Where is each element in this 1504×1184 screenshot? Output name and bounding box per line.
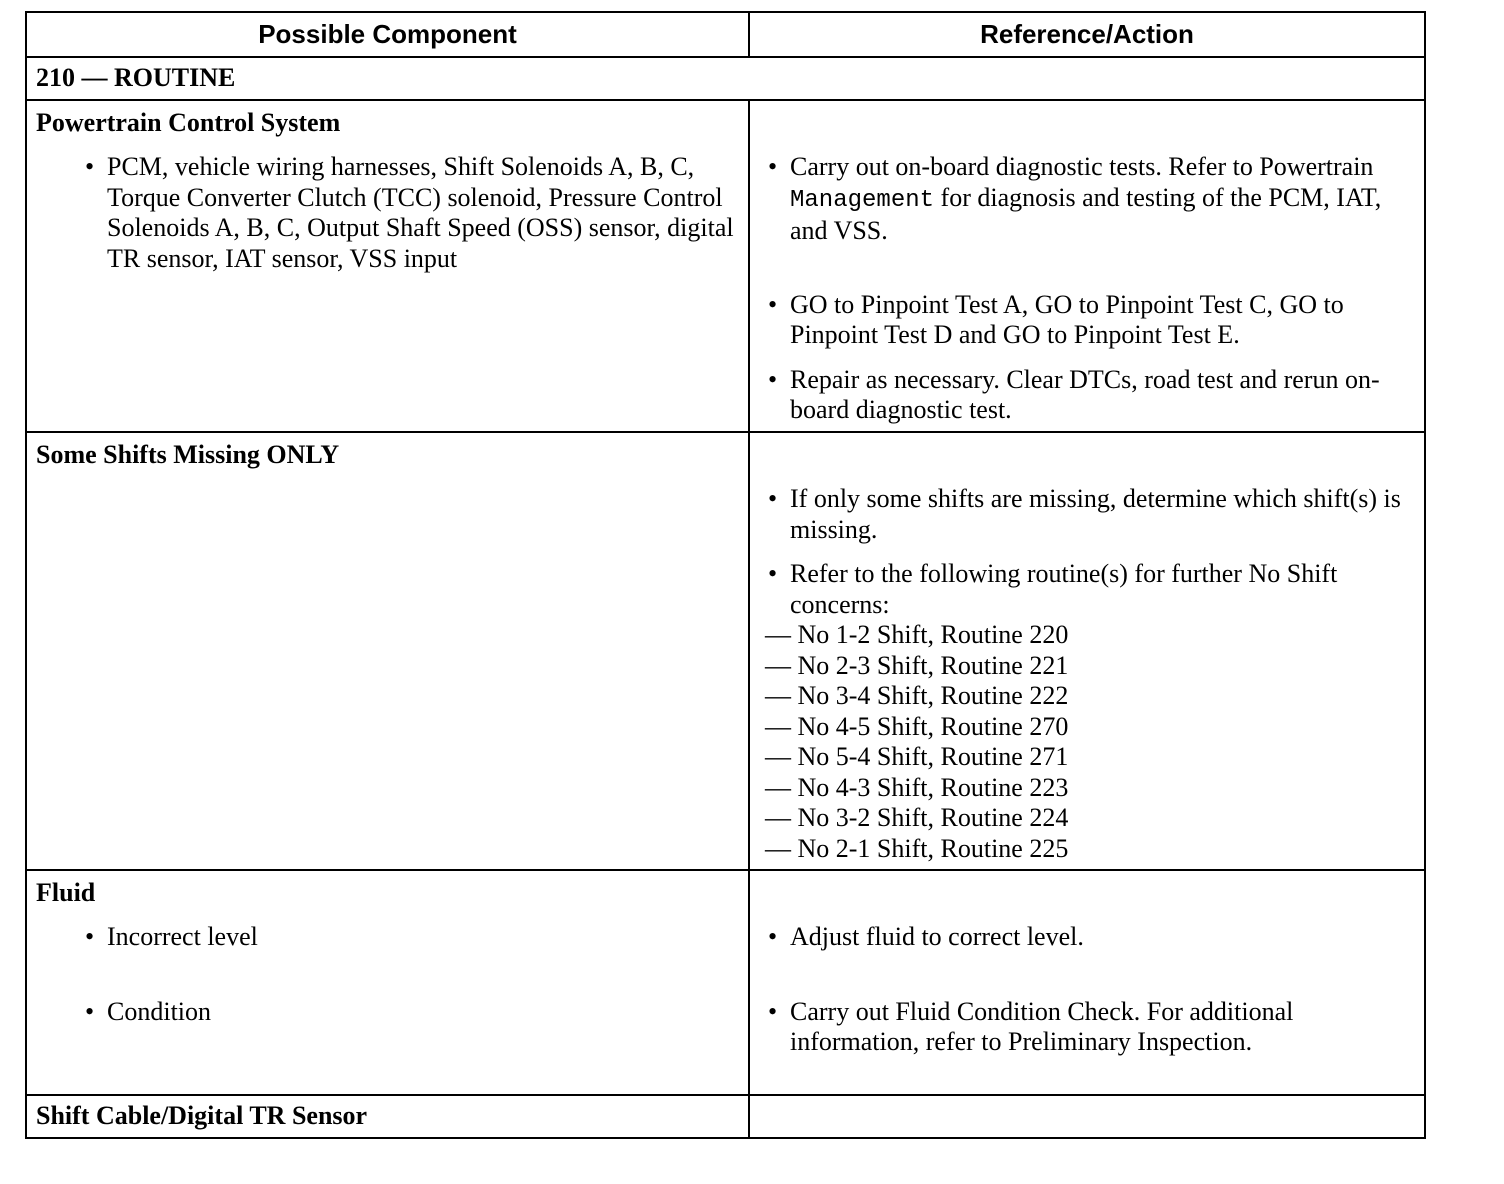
routine-item: — No 3-4 Shift, Routine 222 bbox=[765, 681, 1069, 710]
fluid-right-cell bbox=[749, 870, 1425, 1095]
routine-list bbox=[750, 620, 1424, 864]
list-item bbox=[85, 922, 748, 953]
bullet-icon: • bbox=[85, 922, 95, 951]
fluid-left-2: Condition bbox=[107, 996, 212, 1026]
shift-cable-right-cell bbox=[749, 1095, 1425, 1138]
bullet-icon: • bbox=[768, 289, 778, 319]
shifts-missing-action-2: Refer to the following routine(s) for further No Shift concerns: bbox=[790, 559, 1338, 619]
shifts-missing-title: Some Shifts Missing ONLY bbox=[36, 440, 340, 469]
powertrain-action-2: GO to Pinpoint Test A, GO to Pinpoint Test C, GO to Pinpoint Test D and GO to Pinpoint Test E. bbox=[790, 289, 1344, 349]
powertrain-action-3: Repair as necessary. Clear DTCs, road test and rerun on-board diagnostic test. bbox=[790, 364, 1380, 424]
list-item bbox=[768, 996, 1414, 1058]
bullet-icon: • bbox=[768, 364, 778, 394]
bullet-icon: • bbox=[768, 922, 778, 951]
table-row bbox=[26, 100, 1425, 432]
bullet-icon: • bbox=[768, 559, 778, 588]
fluid-left-cell bbox=[26, 870, 749, 1095]
bullet-icon: • bbox=[768, 152, 778, 181]
list-item bbox=[768, 289, 1414, 351]
list-item bbox=[768, 559, 1414, 620]
routine-item: — No 1-2 Shift, Routine 220 bbox=[765, 620, 1069, 649]
shift-cable-left-cell bbox=[26, 1095, 749, 1138]
header-possible-component: Possible Component bbox=[26, 12, 749, 57]
routine-title: 210 — ROUTINE bbox=[26, 57, 1425, 100]
fluid-title: Fluid bbox=[36, 878, 96, 907]
routine-item: — No 4-3 Shift, Routine 223 bbox=[765, 772, 1069, 802]
diagnostic-table bbox=[25, 11, 1426, 1139]
list-item bbox=[768, 364, 1414, 426]
bullet-icon: • bbox=[85, 152, 95, 181]
shifts-missing-right-cell bbox=[749, 432, 1425, 870]
powertrain-title: Powertrain Control System bbox=[36, 108, 341, 137]
table-header-row bbox=[26, 12, 1425, 57]
table-row bbox=[26, 1095, 1425, 1138]
routine-title-row bbox=[26, 57, 1425, 100]
list-item bbox=[85, 996, 748, 1028]
powertrain-action-1-post: for diagnosis and testing of the PCM, IAT, and VSS. bbox=[790, 182, 1382, 245]
table-row bbox=[26, 870, 1425, 1095]
powertrain-left-cell bbox=[26, 100, 749, 432]
list-item bbox=[85, 152, 737, 274]
routine-item: — No 4-5 Shift, Routine 270 bbox=[765, 711, 1069, 741]
header-reference-action: Reference/Action bbox=[749, 12, 1425, 57]
shift-cable-title: Shift Cable/Digital TR Sensor bbox=[36, 1101, 368, 1130]
fluid-left-1: Incorrect level bbox=[107, 922, 258, 951]
powertrain-right-cell bbox=[749, 100, 1425, 432]
routine-item: — No 2-1 Shift, Routine 225 bbox=[765, 833, 1069, 863]
fluid-right-1: Adjust fluid to correct level. bbox=[790, 922, 1084, 951]
powertrain-components-text: PCM, vehicle wiring harnesses, Shift Solenoids A, B, C, Torque Converter Clutch (TCC) solenoid, Pressure Control Solenoids A, B, C, Output Shaft Speed (OSS) sensor, digital TR sensor, IAT sensor, VSS input bbox=[107, 152, 734, 273]
bullet-icon: • bbox=[768, 484, 778, 513]
shifts-missing-left-cell bbox=[26, 432, 749, 870]
powertrain-action-1-mono: Management bbox=[790, 186, 935, 214]
list-item bbox=[768, 484, 1414, 545]
shifts-missing-action-1: If only some shifts are missing, determine which shift(s) is missing. bbox=[790, 484, 1401, 544]
fluid-right-2: Carry out Fluid Condition Check. For additional information, refer to Preliminary Inspection. bbox=[790, 996, 1294, 1056]
bullet-icon: • bbox=[85, 996, 95, 1026]
list-item bbox=[768, 922, 1414, 953]
routine-item: — No 3-2 Shift, Routine 224 bbox=[765, 803, 1069, 832]
routine-item: — No 5-4 Shift, Routine 271 bbox=[765, 742, 1069, 771]
list-item bbox=[768, 152, 1414, 247]
bullet-icon: • bbox=[768, 996, 778, 1026]
routine-item: — No 2-3 Shift, Routine 221 bbox=[765, 650, 1069, 680]
powertrain-action-1-pre: Carry out on-board diagnostic tests. Refer to Powertrain bbox=[790, 152, 1374, 181]
table-row bbox=[26, 432, 1425, 870]
